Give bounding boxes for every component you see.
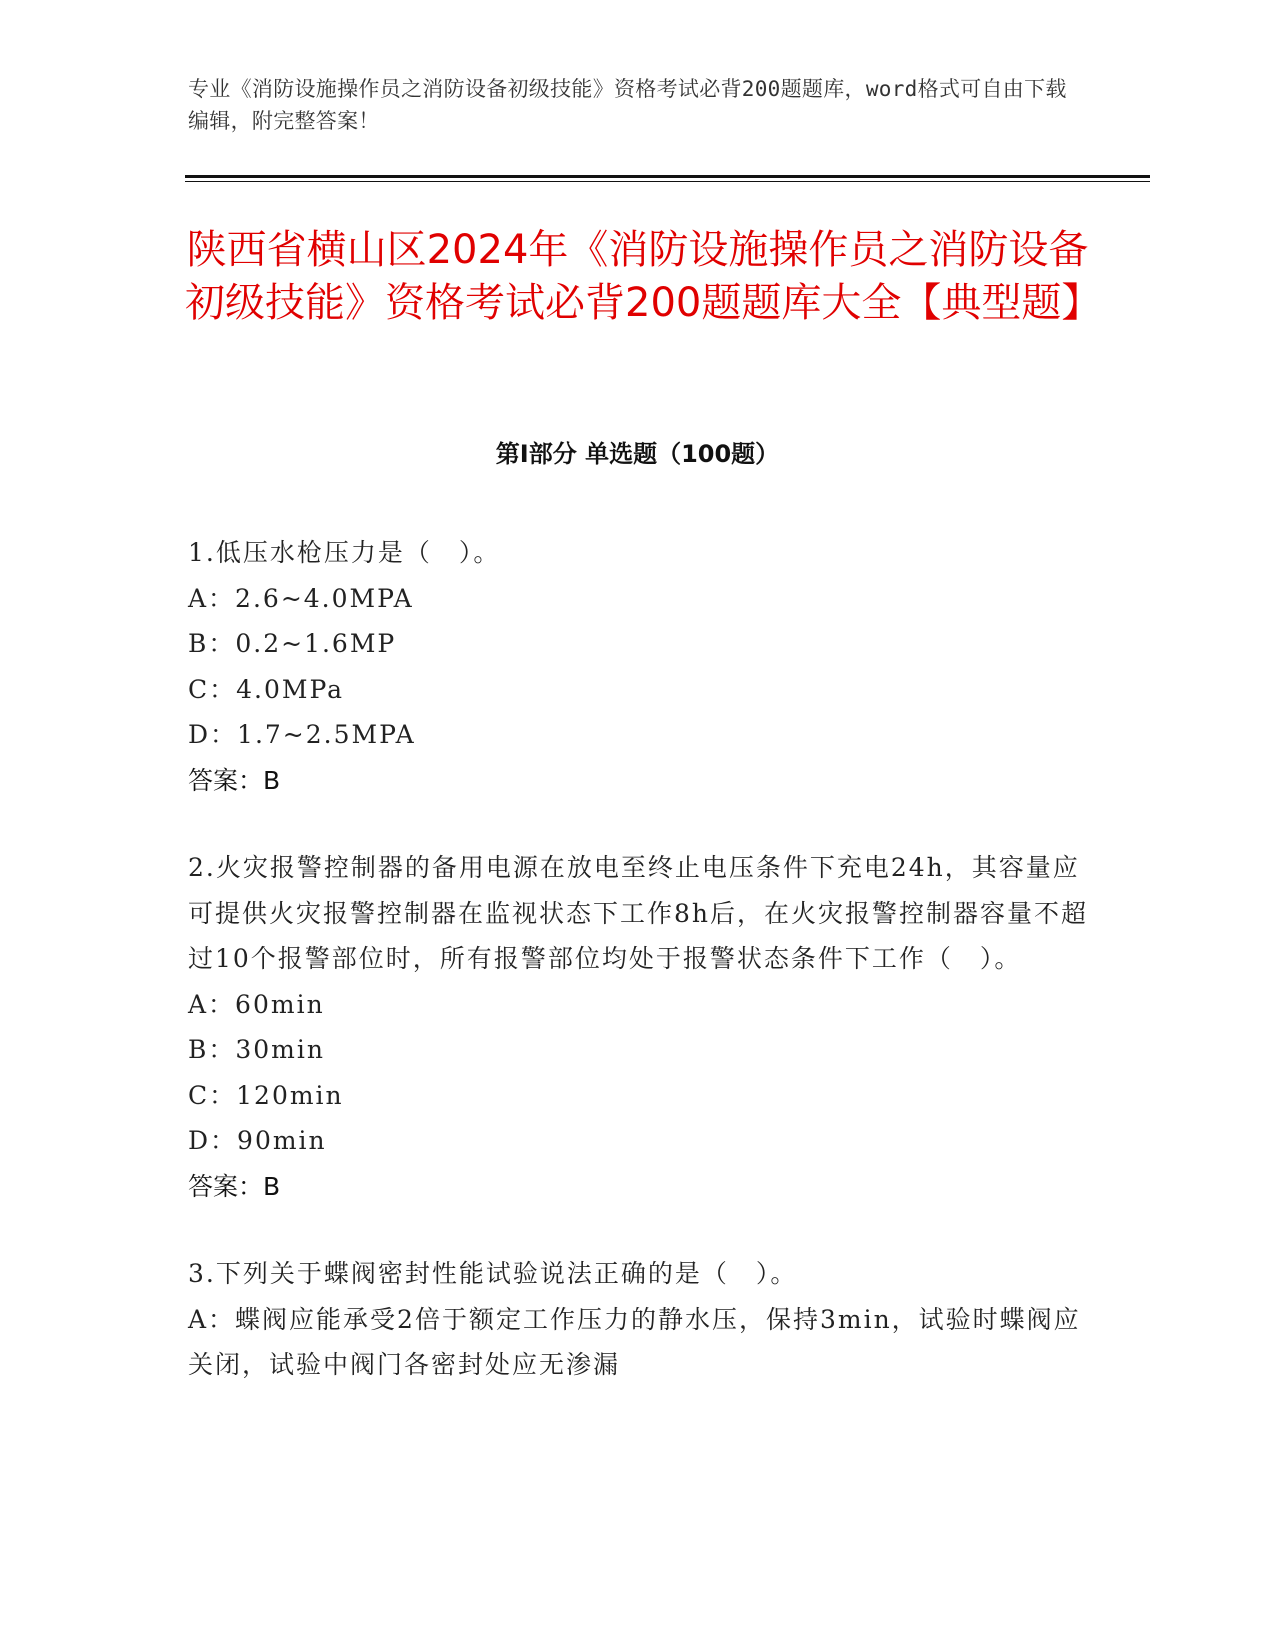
- section-title: 第I部分 单选题（100题）: [495, 440, 780, 468]
- option-a: A：60min: [188, 989, 325, 1019]
- question-stem: 3.下列关于蝶阀密封性能试验说法正确的是（ ）。: [188, 1259, 798, 1288]
- question-2: [188, 845, 1088, 1209]
- question-3: [188, 1251, 1088, 1388]
- option-b: B：30min: [188, 1035, 325, 1064]
- header-divider-thick: [185, 175, 1150, 178]
- option-c: C：4.0MPa: [188, 674, 345, 704]
- option-a: A：2.6~4.0MPA: [188, 583, 414, 613]
- answer: 答案：B: [188, 1171, 281, 1201]
- option-d: D：1.7~2.5MPA: [188, 720, 416, 749]
- option-d: D：90min: [188, 1126, 327, 1155]
- question-list: [188, 530, 1088, 1430]
- document-title: 陕西省横山区2024年《消防设施操作员之消防设备初级技能》资格考试必背200题题库大全【典型题】: [185, 227, 1102, 326]
- question-1: [188, 530, 1088, 803]
- question-stem: 2.火灾报警控制器的备用电源在放电至终止电压条件下充电24h，其容量应可提供火灾报警控制器在监视状态下工作8h后，在火灾报警控制器容量不超过10个报警部位时，所有报警部位均处于报警状态条件下工作（ ）。: [188, 853, 1089, 973]
- option-c: C：120min: [188, 1080, 344, 1110]
- header-note: 专业《消防设施操作员之消防设备初级技能》资格考试必背200题题库，word格式可自由下载编辑，附完整答案！: [188, 77, 1067, 133]
- answer: 答案：B: [188, 765, 281, 795]
- option-a: A：蝶阀应能承受2倍于额定工作压力的静水压，保持3min，试验时蝶阀应关闭，试验中阀门各密封处应无渗漏: [188, 1304, 1081, 1379]
- question-stem: 1.低压水枪压力是（ ）。: [188, 538, 501, 567]
- option-b: B：0.2~1.6MP: [188, 629, 397, 658]
- header-divider-thin: [185, 181, 1150, 182]
